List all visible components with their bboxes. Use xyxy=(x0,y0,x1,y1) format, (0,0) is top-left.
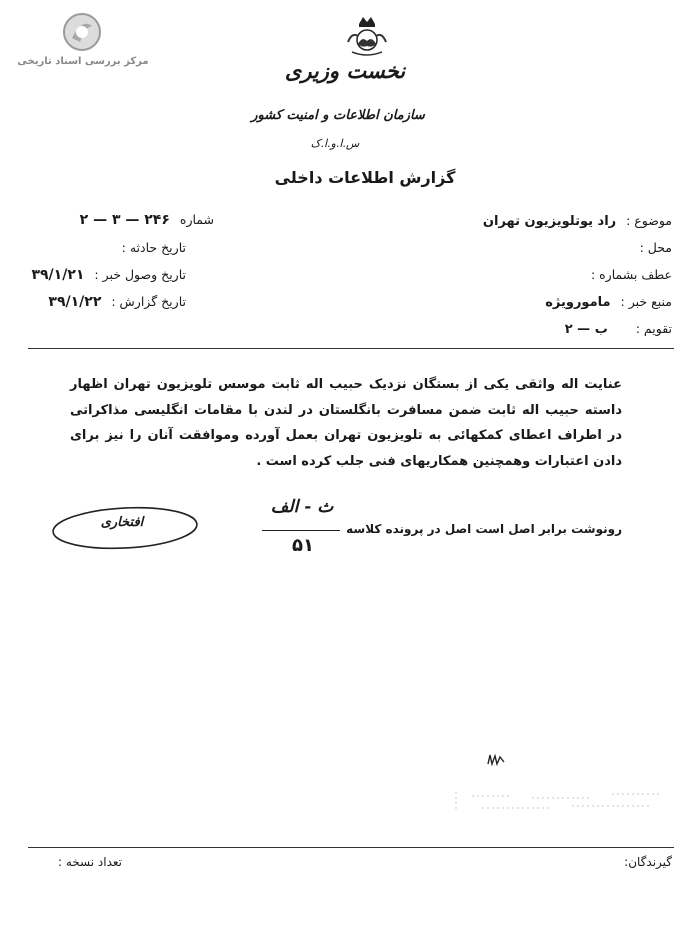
recipients-label: گیرندگان: xyxy=(624,855,672,869)
report-date-label: تاریخ گزارش : xyxy=(111,294,186,309)
faded-stamp-icon xyxy=(452,786,672,816)
org-acronym: س.ا.و.ا.ک xyxy=(310,137,360,150)
source-label: منبع خبر : xyxy=(620,294,672,309)
report-body: عنایت اله واثقی یکی از بستگان نزدیک حبیب اله ثابت موسس تلویزیون تهران اظهار داسته حبیب اله ثابت ضمن مسافرت بانگلستان در لندن با مقامات انگلیسی مذاکراتی در اطراف اعطای کمکهائی به تلویزیون تهران بعمل آورده وموافقت آنان را نیز برای دادن اعتبارات وهمچنین همکاریهای فنی جلب کرده است . xyxy=(70,377,622,469)
reference-label: عطف بشماره : xyxy=(590,267,672,282)
report-title: گزارش اطلاعات داخلی xyxy=(274,168,456,187)
meta-report-date xyxy=(48,294,186,310)
org-name: نخست وزیری xyxy=(284,58,406,83)
meta-rating xyxy=(565,321,672,337)
signature-name: افتخاری xyxy=(100,515,144,530)
archive-logo-icon xyxy=(62,12,102,52)
copy-note: رونوشت برابر اصل است اصل در پرونده کلاسه xyxy=(346,522,622,536)
place-label: محل : xyxy=(639,240,672,255)
meta-receipt-date xyxy=(31,267,186,283)
incident-date-label: تاریخ حادثه : xyxy=(121,240,186,255)
copies-label: تعداد نسخه : xyxy=(58,855,123,869)
file-class-handwritten: ث - الف xyxy=(270,497,334,517)
subject-value: راد یوتلویزیون تهران xyxy=(482,214,617,229)
meta-subject xyxy=(483,213,672,229)
footer-divider xyxy=(28,847,674,848)
watermark-caption: مرکز بررسی اسناد تاریخی xyxy=(17,56,149,67)
handwritten-mark-icon xyxy=(486,752,508,766)
meta-incident-date xyxy=(122,240,186,256)
report-date-value: ۳۹/۱/۲۲ xyxy=(48,294,102,310)
receipt-date-label: تاریخ وصول خبر : xyxy=(94,267,186,282)
rating-value: ب — ۲ xyxy=(564,322,608,337)
meta-source xyxy=(545,294,672,310)
subject-label: موضوع : xyxy=(626,213,672,228)
lion-and-sun-crown-emblem-icon xyxy=(344,14,390,58)
rating-label: تقویم : xyxy=(635,321,672,336)
source-value: مامورویژه xyxy=(545,295,611,310)
meta-reference xyxy=(585,267,672,282)
meta-place xyxy=(634,240,672,255)
file-class-number: ۵۱ xyxy=(292,535,314,556)
header-divider xyxy=(28,348,674,349)
org-subtitle: سازمان اطلاعات و امنیت کشور xyxy=(251,108,425,123)
receipt-date-value: ۳۹/۱/۲۱ xyxy=(31,267,85,283)
number-value: ۲۴۶ — ۳ — ۲ xyxy=(79,212,170,228)
number-label: شماره xyxy=(179,212,214,227)
meta-number xyxy=(80,212,214,228)
